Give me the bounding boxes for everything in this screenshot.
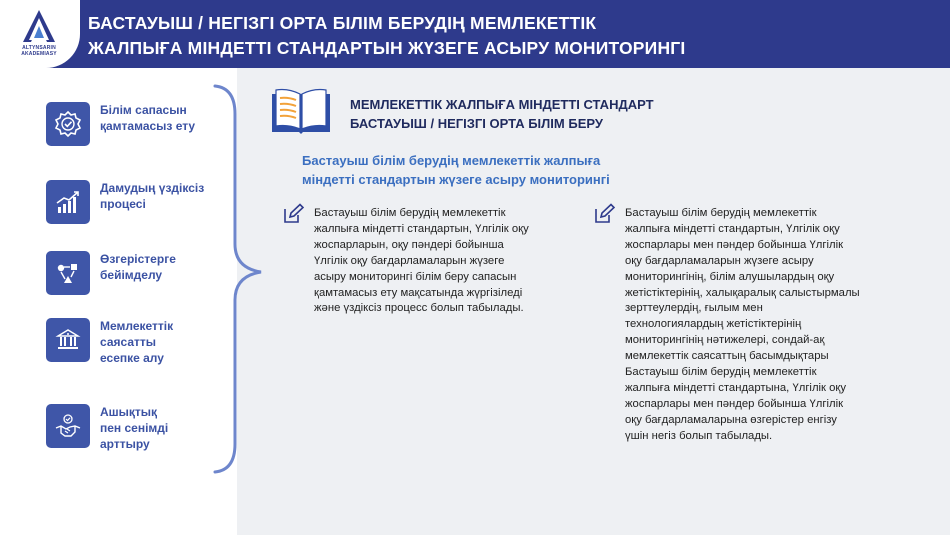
- page-title: [88, 11, 938, 61]
- growth-chart-icon: [46, 180, 90, 224]
- quality-badge-icon: [46, 102, 90, 146]
- paragraph-right: Бастауыш білім берудің мемлекеттік жалпыға міндетті стандартын, Үлгілік оқу жоспарлары мен пәндер бойынша Үлгілік оқу бағдарламаларын жүзеге асыру мониторингінің, білім алушылардың оқу жетістіктерінің, халықаралық салыстырмалы зерттеулердің, ғылым мен технологиялардың жетістіктерінің мониторингінің нәтижелері, сондай-ақ мемлекеттік саясаттың басымдықтары Бастауыш білім берудің мемлекеттік жалпыға міндетті стандартына, Үлгілік оқу жоспарлары мен пәндер бойынша Үлгілік оқу бағдарламаларына өзгерістер енгізу үшін негіз болып табылады.: [625, 207, 860, 442]
- standard-title: МЕМЛЕКЕТТІК ЖАЛПЫҒА МІНДЕТТІ СТАНДАРТ БАСТАУЫШ / НЕГІЗГІ ОРТА БІЛІМ БЕРУ: [350, 97, 654, 131]
- cycle-arrows-icon: [46, 251, 90, 295]
- paragraph-left: Бастауыш білім берудің мемлекеттік жалпыға міндетті стандартын, Үлгілік оқу жоспарларын, оқу пәндері бойынша Үлгілік оқу бағдарламаларын жүзеге асыру мониторингі білім беру сапасын қамтамасыз ету мақсатында жүргізіледі және үздіксіз процесс болып табылады.: [314, 207, 529, 315]
- sidebar-item-label: Мемлекеттік саясатты есепке алу: [100, 319, 174, 365]
- sidebar-item-quality: [46, 102, 195, 146]
- sidebar-item-development: [46, 180, 204, 224]
- sidebar-item-trust: [46, 404, 168, 452]
- curly-brace-icon: [205, 84, 275, 474]
- sidebar-item-label: Дамудың үздіксіз процесі: [100, 181, 205, 211]
- page-title-line1: БАСТАУЫШ / НЕГІЗГІ ОРТА БІЛІМ БЕРУДІҢ МЕМЛЕКЕТТІК: [88, 13, 597, 33]
- government-building-icon: [46, 318, 90, 362]
- logo-text-line2: AKADEMIASY: [21, 51, 57, 57]
- sidebar-item-state-policy: [46, 318, 173, 366]
- open-book-icon: [270, 86, 332, 136]
- section-subtitle: Бастауыш білім берудің мемлекеттік жалпыға міндетті стандартын жүзеге асыру мониторингі: [302, 153, 610, 187]
- logo: [0, 0, 80, 68]
- edit-pencil-icon: [282, 203, 304, 225]
- altynsarin-logo-icon: [19, 8, 59, 44]
- logo-text-line1: ALTYNSARIN: [22, 45, 56, 51]
- sidebar-item-adaptation: [46, 251, 176, 295]
- handshake-icon: [46, 404, 90, 448]
- page-title-line2: ЖАЛПЫҒА МІНДЕТТІ СТАНДАРТЫН ЖҮЗЕГЕ АСЫРУ МОНИТОРИНГІ: [88, 38, 686, 58]
- sidebar-item-label: Білім сапасын қамтамасыз ету: [100, 103, 196, 133]
- sidebar-item-label: Өзгерістерге бейімделу: [100, 252, 176, 282]
- sidebar-item-label: Ашықтық пен сенімді арттыру: [100, 405, 169, 451]
- edit-pencil-icon: [593, 203, 615, 225]
- header-bar: [0, 0, 950, 68]
